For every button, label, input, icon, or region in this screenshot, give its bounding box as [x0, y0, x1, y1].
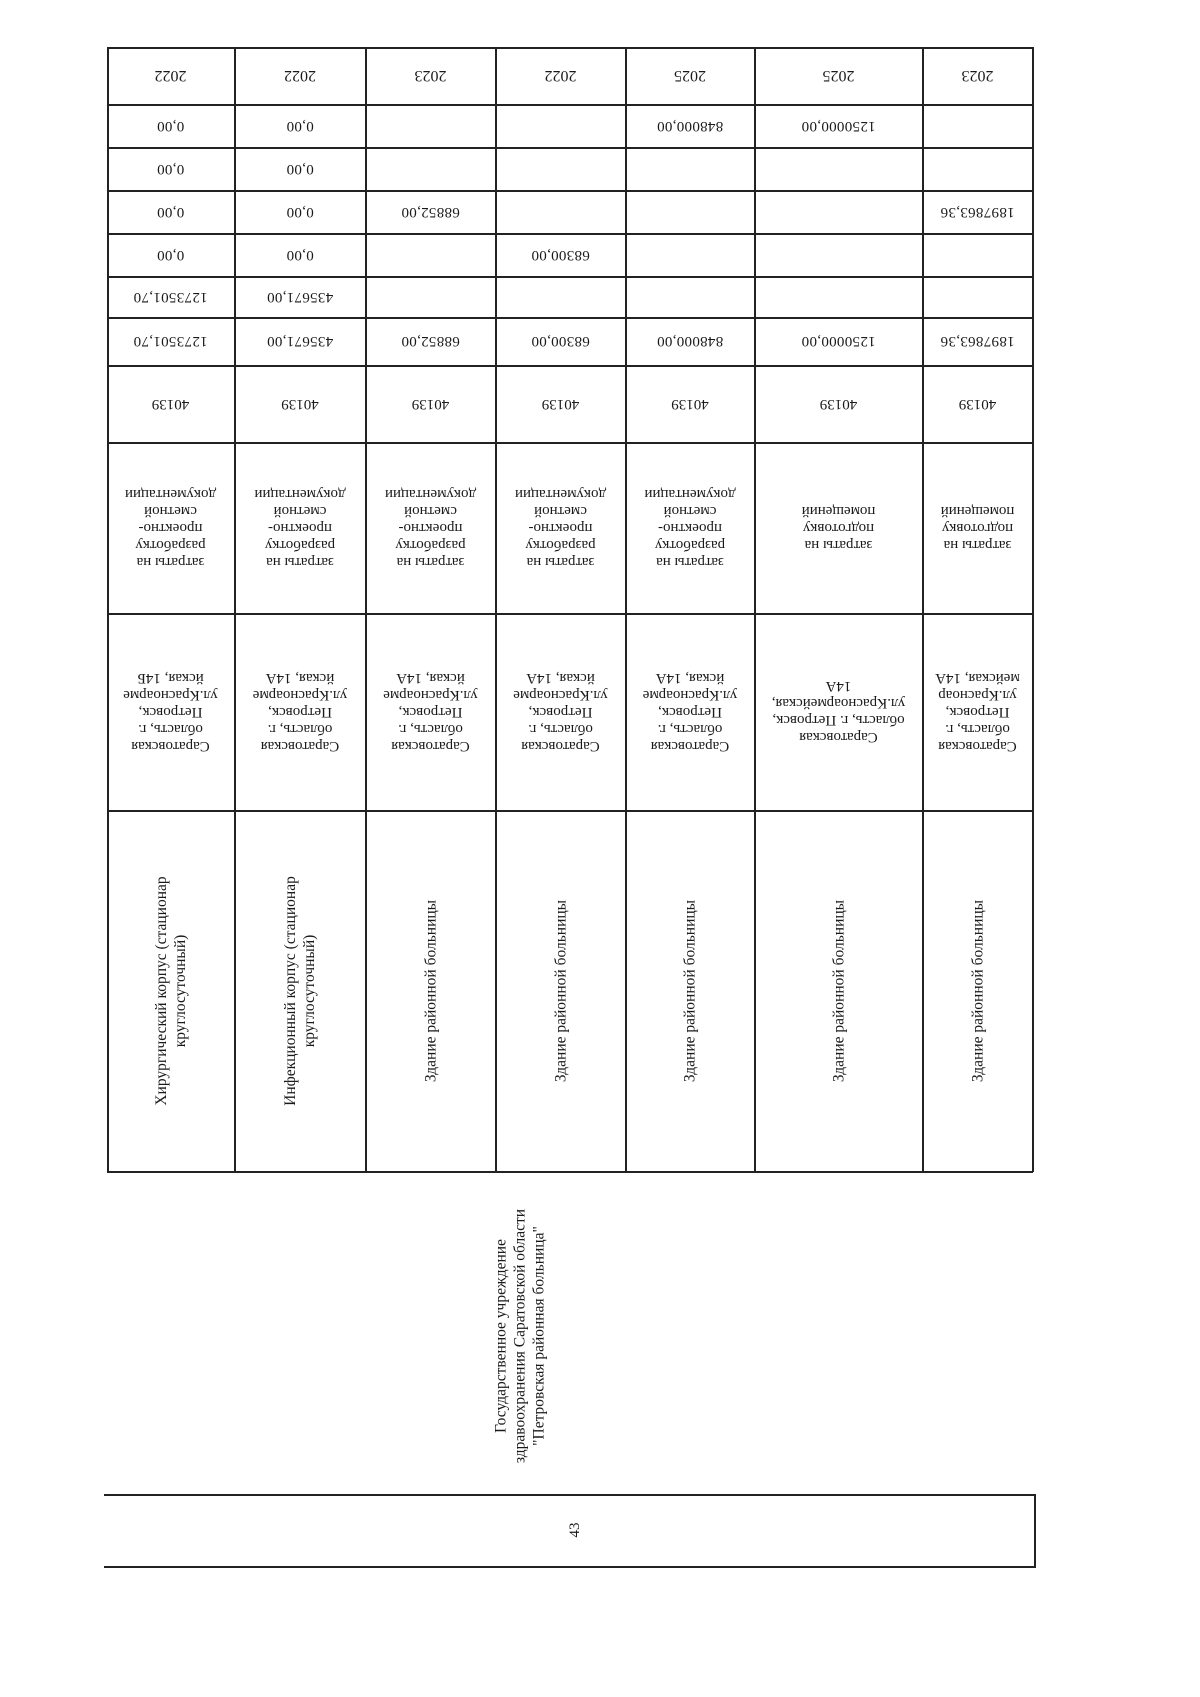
- cell-value: [496, 104, 625, 147]
- cell-value: 0,00: [286, 204, 314, 220]
- cell-value: [755, 147, 922, 190]
- owner-organisation-text: [492, 1196, 549, 1476]
- cell-address: Саратовская область, г. Петровск, ул.Красноарме йская, 14А: [383, 670, 478, 754]
- cell-code: 40139: [411, 396, 450, 412]
- cell-address: Саратовская область, г. Петровск, ул.Красноар мейская, 14А: [935, 670, 1020, 754]
- owner-organisation: [470, 1196, 570, 1476]
- cell-value: 0,00: [156, 204, 185, 220]
- cell-object: [496, 810, 625, 1171]
- cell-value: [755, 190, 922, 233]
- cell-value: 0,00: [156, 161, 185, 177]
- cell-year: 2023: [414, 67, 447, 85]
- cell-address: Саратовская область, г. Петровск, ул.Красноармейская, 14А: [771, 678, 906, 746]
- cell-value: [496, 276, 625, 317]
- cell-total: 68300,00: [531, 333, 590, 350]
- cell-value: [626, 190, 754, 233]
- cell-purpose: затраты на разработку проектно-сметной документации: [254, 486, 346, 570]
- cell-total: 1273501,70: [133, 333, 208, 350]
- cell-value: [626, 233, 754, 276]
- cell-year: 2022: [544, 67, 577, 85]
- cell-value: 435671,00: [266, 289, 334, 305]
- cell-value: 0,00: [286, 118, 314, 134]
- cell-address: Саратовская область, г. Петровск, ул.Красноарме йская, 14А: [513, 670, 608, 754]
- cell-value: [755, 233, 922, 276]
- cell-value: 1273501,70: [133, 289, 208, 305]
- cell-value: 0,00: [286, 247, 314, 263]
- footer-rule: [104, 1566, 1036, 1568]
- page-number: 43: [566, 1522, 583, 1538]
- cell-purpose: затраты на подготовку помещений: [801, 503, 876, 553]
- cell-value: [366, 104, 495, 147]
- cell-value: 1897863,36: [940, 204, 1015, 220]
- cell-object: [235, 810, 365, 1171]
- object-label: Здание районной больницы: [681, 899, 699, 1082]
- cell-total: 68852,00: [401, 333, 460, 350]
- cell-total: 1897863,36: [940, 333, 1015, 350]
- cell-total: 848000,00: [656, 333, 724, 350]
- cell-year: 2025: [674, 67, 706, 85]
- cell-year: 2023: [961, 67, 994, 85]
- cell-object: [366, 810, 495, 1171]
- owner-line-3: "Петровская районная больница": [530, 1226, 548, 1446]
- cell-value: 0,00: [286, 161, 314, 177]
- investment-table: [107, 47, 1033, 1172]
- cell-object: [626, 810, 754, 1171]
- cell-value: [923, 233, 1032, 276]
- cell-value: 68300,00: [531, 247, 590, 263]
- cell-value: 848000,00: [656, 118, 724, 134]
- cell-total: 435671,00: [266, 333, 334, 350]
- table-rule: [1032, 47, 1034, 1172]
- object-label: Здание районной больницы: [969, 899, 986, 1082]
- owner-line-2: здравоохранения Саратовской области: [511, 1208, 529, 1464]
- cell-code: 40139: [958, 396, 997, 412]
- cell-value: 1250000,00: [801, 118, 876, 134]
- object-label: Здание районной больницы: [552, 899, 569, 1082]
- cell-purpose: затраты на разработку проектно-сметной документации: [384, 486, 477, 570]
- cell-value: [626, 276, 754, 317]
- cell-purpose: затраты на подготовку помещений: [940, 503, 1015, 553]
- table-rule: [107, 1171, 1033, 1173]
- cell-value: [366, 147, 495, 190]
- cell-value: [923, 276, 1032, 317]
- cell-code: 40139: [151, 396, 190, 412]
- cell-value: 0,00: [156, 118, 185, 134]
- cell-code: 40139: [541, 396, 580, 412]
- cell-purpose: затраты на разработку проектно-сметной документации: [514, 486, 607, 570]
- cell-purpose: затраты на разработку проектно-сметной документации: [124, 486, 217, 570]
- footer-rule: [1034, 1494, 1036, 1567]
- cell-value: [496, 147, 625, 190]
- cell-value: 0,00: [156, 247, 185, 263]
- cell-object: [755, 810, 922, 1171]
- cell-value: [626, 147, 754, 190]
- object-label: Здание районной больницы: [830, 899, 847, 1082]
- cell-year: 2022: [154, 67, 187, 85]
- cell-value: [366, 276, 495, 317]
- cell-total: 1250000,00: [801, 333, 876, 350]
- footer-rule: [104, 1494, 1036, 1496]
- cell-address: Саратовская область, г. Петровск, ул.Красноарме йская, 14А: [252, 670, 348, 754]
- cell-object: [923, 810, 1032, 1171]
- owner-line-1: Государственное учреждение: [492, 1239, 510, 1433]
- cell-value: [923, 147, 1032, 190]
- cell-year: 2022: [284, 67, 316, 85]
- cell-purpose: затраты на разработку проектно-сметной документации: [644, 486, 736, 570]
- cell-object: [107, 810, 234, 1171]
- cell-year: 2025: [822, 67, 855, 85]
- cell-code: 40139: [819, 396, 858, 412]
- cell-address: Саратовская область, г. Петровск, ул.Красноарме йская, 14Б: [123, 670, 218, 754]
- object-label: Здание районной больницы: [422, 899, 439, 1082]
- cell-value: [755, 276, 922, 317]
- cell-code: 40139: [281, 396, 319, 412]
- cell-code: 40139: [671, 396, 709, 412]
- cell-value: [923, 104, 1032, 147]
- object-label: Инфекционный корпус (стационар круглосуточный): [282, 875, 318, 1106]
- cell-value: [496, 190, 625, 233]
- cell-address: Саратовская область, г. Петровск, ул.Красноарме йская, 14А: [642, 670, 738, 754]
- object-label: Хирургический корпус (стационар круглосуточный): [152, 875, 189, 1106]
- cell-value: [366, 233, 495, 276]
- cell-value: 68852,00: [401, 204, 460, 220]
